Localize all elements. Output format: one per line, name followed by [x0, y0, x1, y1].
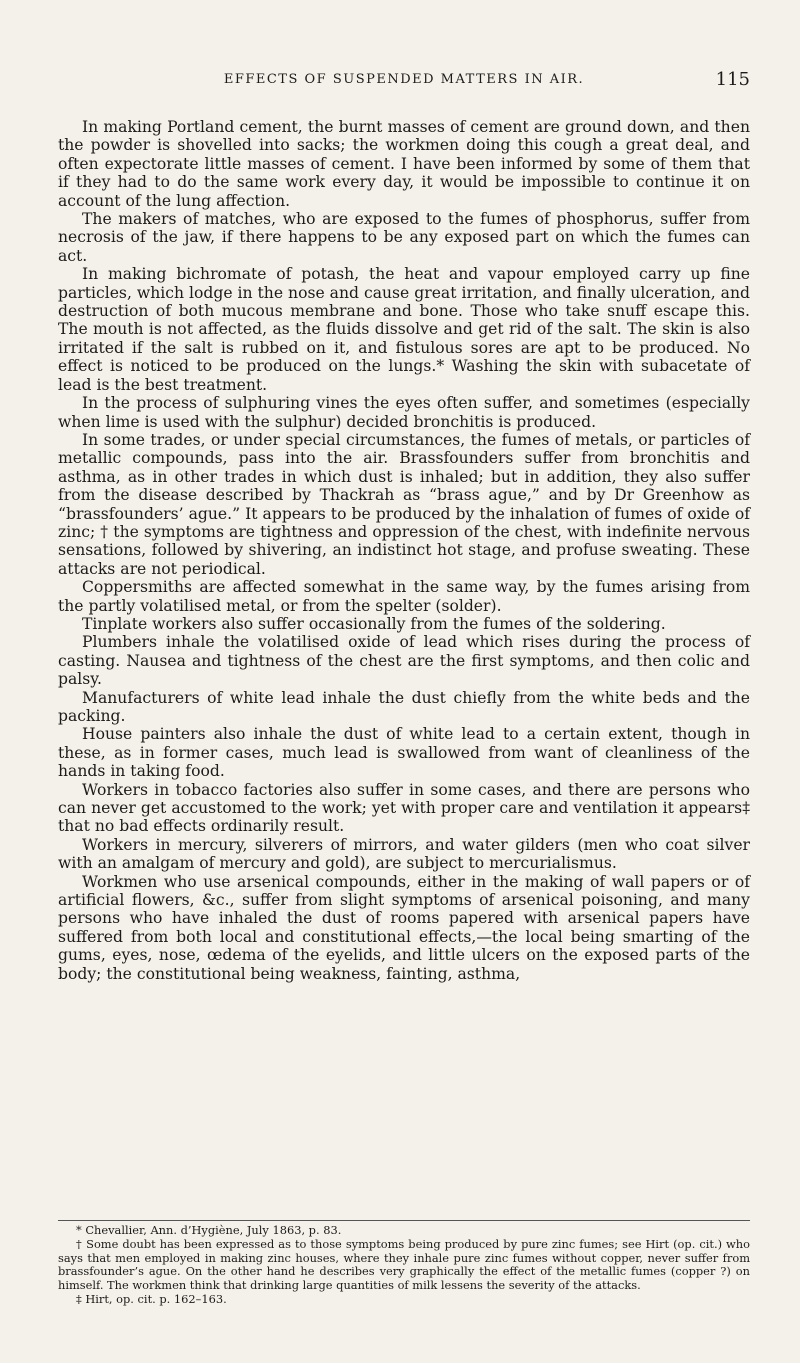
running-title: EFFECTS OF SUSPENDED MATTERS IN AIR. — [223, 72, 585, 87]
paragraph-plumbers: Plumbers inhale the volatilised oxide of lead which rises during the process of casting. Nausea and tightness of the chest are the first symptoms, and then colic and palsy. — [58, 633, 750, 689]
paragraph-sulphuring-vines: In the process of sulphuring vines the eyes often suffer, and sometimes (especially when lime is used with the sulphur) decided bronchitis is produced. — [58, 394, 750, 431]
page-number: 115 — [715, 69, 750, 90]
footnote-2: † Some doubt has been expressed as to those symptoms being produced by pure zinc fumes; see Hirt (op. cit.) who says that men employed in making zinc houses, where they inhale pure zinc fumes without copper, never suffer from brassfounder’s ague. On the other hand he describes very graphically the effect of the metallic fumes (copper ?) on himself. The workmen think that drinking large quantities of milk lessens the severity of the attacks. — [58, 1236, 750, 1293]
paragraph-matches: The makers of matches, who are exposed to the fumes of phosphorus, suffer from necrosis of the jaw, if there happens to be any exposed part on which the fumes can act. — [58, 210, 750, 265]
running-head — [58, 69, 750, 94]
paragraph-coppersmiths: Coppersmiths are affected somewhat in the same way, by the fumes arising from the partly volatilised metal, or from the spelter (solder). — [58, 578, 750, 615]
footnote-3: ‡ Hirt, op. cit. p. 162–163. — [76, 1291, 227, 1306]
paragraph-tinplate: Tinplate workers also suffer occasionally from the fumes of the soldering. — [82, 614, 666, 633]
paragraph-portland-cement: In making Portland cement, the burnt masses of cement are ground down, and then the powder is shovelled into sacks; the workmen doing this cough a great deal, and often expectorate little masses of cement. I have been informed by some of them that if they had to do the same work every day, it would be impossible to continue it on account of the lung affection. — [58, 118, 750, 210]
paragraph-arsenical: Workmen who use arsenical compounds, either in the making of wall papers or of artificial flowers, &c., suffer from slight symptoms of arsenical poisoning, and many persons who have inhaled the dust of rooms papered with arsenical papers have suffered from both local and constitutional effects,—the local being smarting of the gums, eyes, nose, œdema of the eyelids, and little ulcers on the exposed parts of the body; the constitutional being weakness, fainting, asthma, — [58, 872, 750, 983]
paragraph-brassfounders: In some trades, or under special circumstances, the fumes of metals, or particles of metallic compounds, pass into the air. Brassfounders suffer from bronchitis and asthma, as in other trades in which dust is inhaled; but in addition, they also suffer from the disease described by Thackrah as “brass ague,” and by Dr Greenhow as “brassfounders’ ague.” It appears to be produced by the inhalation of fumes of oxide of zinc; † the symptoms are tightness and oppression of the chest, with indefinite nervous sensations, followed by shivering, an indistinct hot stage, and profuse sweating. These attacks are not periodical. — [58, 430, 750, 578]
paragraph-bichromate: In making bichromate of potash, the heat and vapour employed carry up fine particles, which lodge in the nose and cause great irritation, and finally ulceration, and destruction of both mucous membrane and bone. Those who take snuff escape this. The mouth is not affected, as the fluids dissolve and get rid of the salt. The skin is also irritated if the salt is rubbed on it, and fistulous sores are apt to be produced. No effect is noticed to be produced on the lungs.* Washing the skin with subacetate of lead is the best treatment. — [58, 265, 750, 394]
footnotes — [58, 1224, 750, 1307]
paragraph-mercury: Workers in mercury, silverers of mirrors, and water gilders (men who coat silver with an amalgam of mercury and gold), are subject to mercurialismus. — [58, 835, 750, 873]
footnote-divider — [58, 1220, 750, 1221]
footnote-1: * Chevallier, Ann. d’Hygiène, July 1863, p. 83. — [76, 1223, 342, 1237]
paragraph-tobacco: Workers in tobacco factories also suffer in some cases, and there are persons who can never get accustomed to the work; yet with proper care and ventilation it appears‡ that no bad effects ordinarily result. — [58, 780, 750, 836]
paragraph-house-painters: House painters also inhale the dust of white lead to a certain extent, though in these, as in former cases, much lead is swallowed from want of cleanliness of the hands in taking food. — [58, 725, 750, 781]
body-text — [58, 118, 750, 983]
paragraph-white-lead: Manufacturers of white lead inhale the dust chiefly from the white beds and the packing. — [58, 688, 750, 725]
